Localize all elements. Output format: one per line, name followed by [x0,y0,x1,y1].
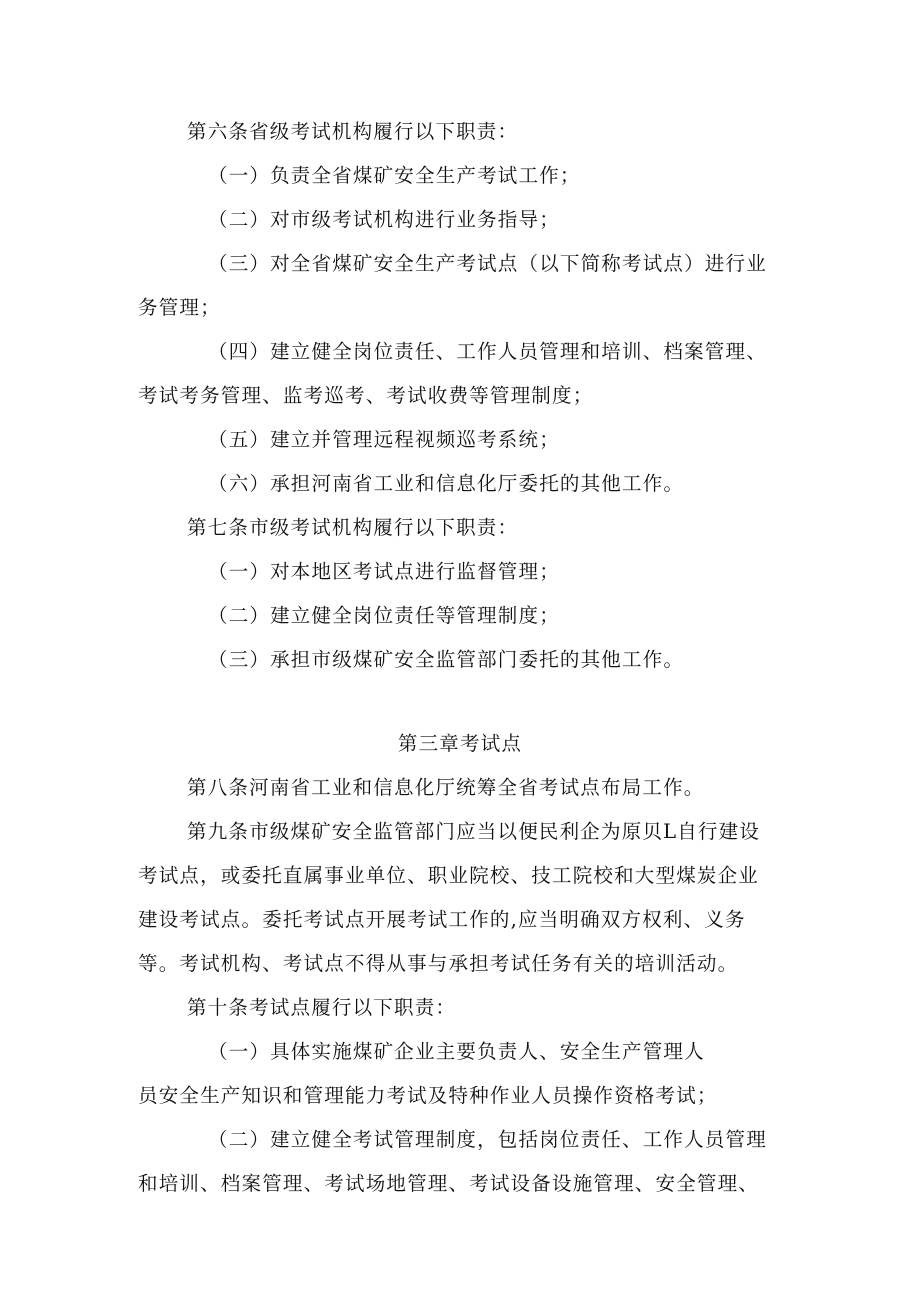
article-8: 第八条河南省工业和信息化厅统筹全省考试点布局工作。 [187,776,705,799]
article-7-heading: 第七条市级考试机构履行以下职责： [187,516,519,539]
article-7-item-1: （一）对本地区考试点进行监督管理； [208,560,560,583]
article-6-item-4-cont: 考试考务管理、监考巡考、考试收费等管理制度； [138,384,594,407]
article-6-item-4: （四）建立健全岗位责任、工作人员管理和培训、档案管理、 [208,340,767,363]
article-6-item-2: （二）对市级考试机构进行业务指导； [208,208,560,231]
article-6-item-1: （一）负责全省煤矿安全生产考试工作； [208,164,581,187]
article-10-item-1: （一）具体实施煤矿企业主要负责人、安全生产管理人 [208,1040,705,1063]
article-6-item-6: （六）承担河南省工业和信息化厅委托的其他工作。 [208,472,685,495]
article-10-item-2-cont: 和培训、档案管理、考试场地管理、考试设备设施管理、安全管理、 [138,1172,760,1195]
article-9-line-2: 考试点，或委托直属事业单位、职业院校、技工院校和大型煤炭企业 [138,864,760,887]
article-7-item-3: （三）承担市级煤矿安全监管部门委托的其他工作。 [208,648,685,671]
article-6-item-5: （五）建立并管理远程视频巡考系统； [208,428,560,451]
article-6-item-3: （三）对全省煤矿安全生产考试点（以下简称考试点）进行业 [208,252,767,275]
article-9-line-1: 第九条市级煤矿安全监管部门应当以便民利企为原贝L自行建设 [187,820,761,843]
article-10-item-1-cont: 员安全生产知识和管理能力考试及特种作业人员操作资格考试； [138,1084,718,1107]
article-9-line-3: 建设考试点。委托考试点开展考试工作的,应当明确双方权利、义务 [138,908,746,931]
chapter-3-title: 第三章考试点 [397,732,523,755]
article-10-heading: 第十条考试点履行以下职责： [187,996,457,1019]
article-9-line-4: 等。考试机构、考试点不得从事与承担考试任务有关的培训活动。 [138,952,739,975]
article-6-heading: 第六条省级考试机构履行以下职责： [187,120,519,143]
article-7-item-2: （二）建立健全岗位责任等管理制度； [208,604,560,627]
article-6-item-3-cont: 务管理； [138,296,221,319]
article-10-item-2: （二）建立健全考试管理制度，包括岗位责任、工作人员管理 [208,1128,767,1151]
